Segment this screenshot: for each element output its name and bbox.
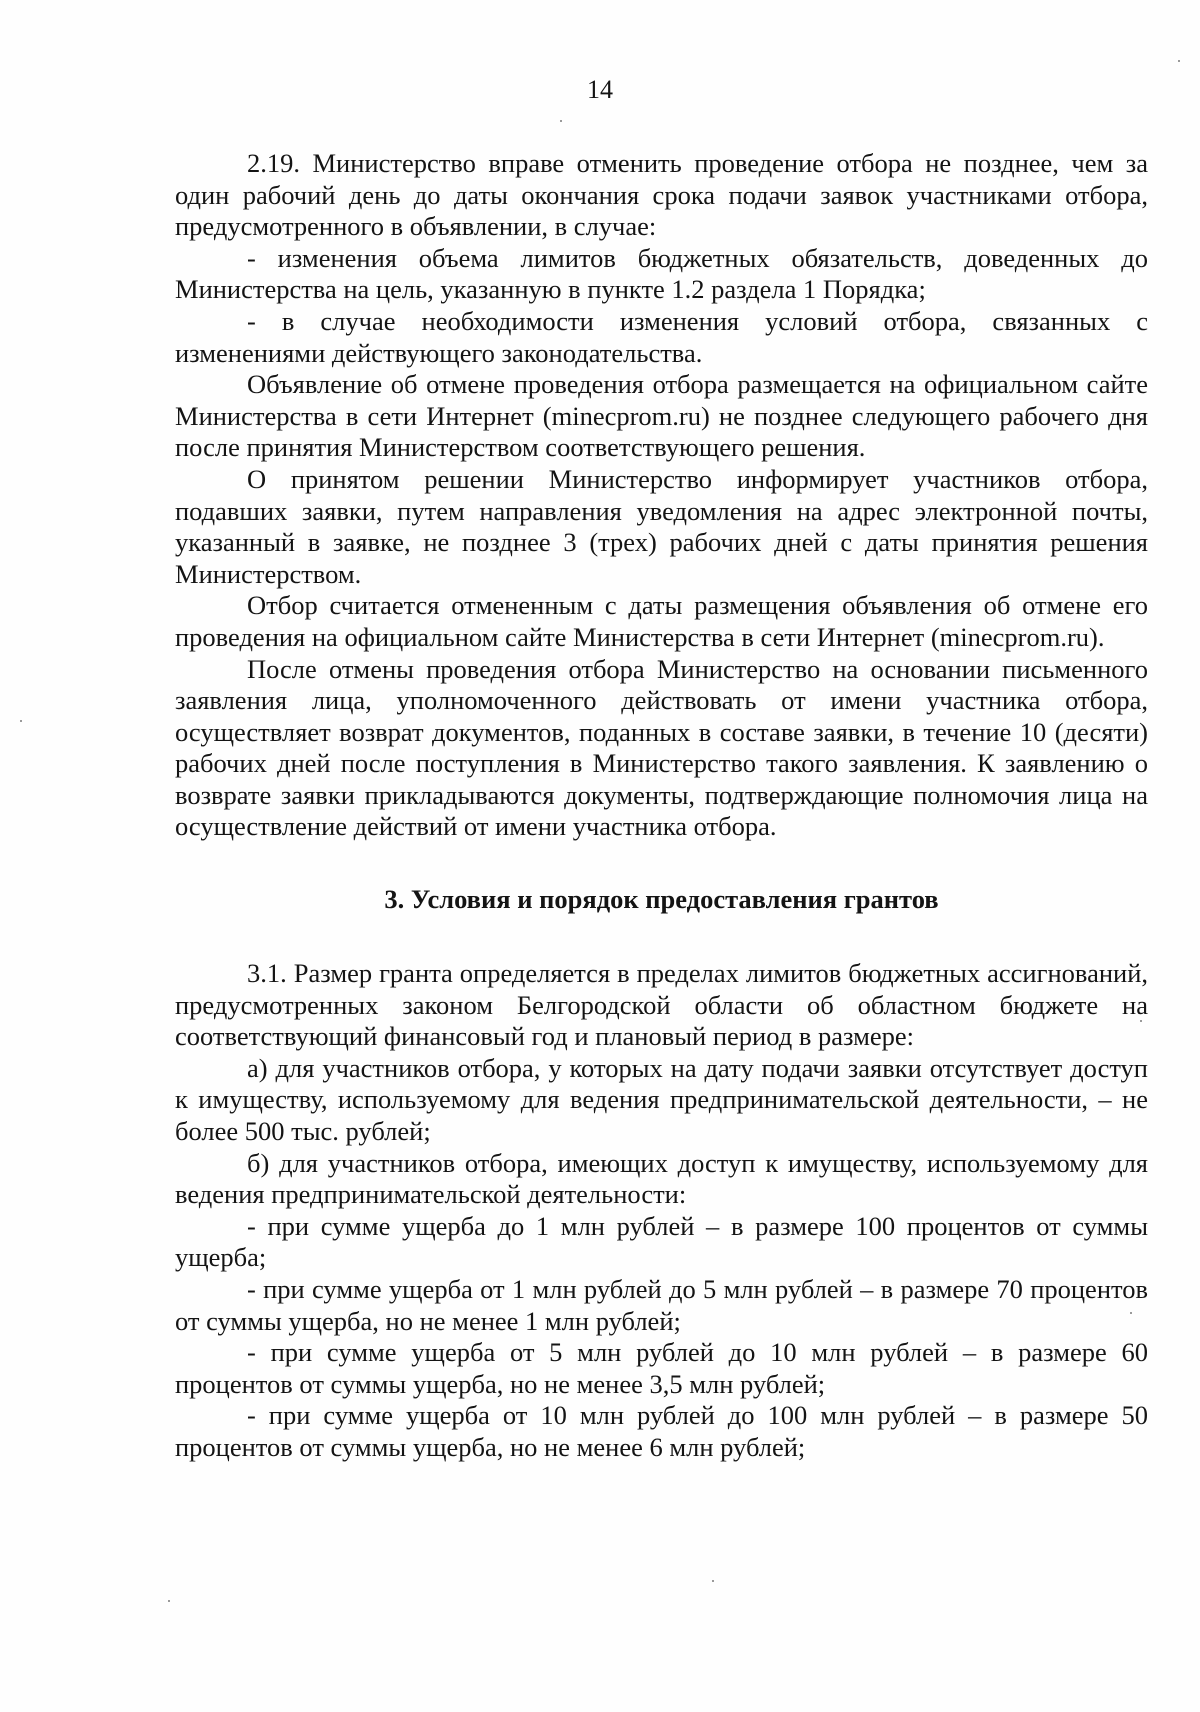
paragraph: - при сумме ущерба от 10 млн рублей до 100 млн рублей – в размере 50 процентов от суммы ущерба, но не менее 6 млн рублей;: [175, 1400, 1148, 1462]
scan-speck: [20, 720, 22, 722]
paragraph: После отмены проведения отбора Министерство на основании письменного заявления лица, уполномоченного действовать от имени участника отбора, осуществляет возврат документов, поданных в составе заявки, в течение 10 (десяти) рабочих дней после поступления в Министерство такого заявления. К заявлению о возврате заявки прикладываются документы, подтверждающие полномочия лица на осуществление действий от имени участника отбора.: [175, 653, 1148, 842]
paragraph: 2.19. Министерство вправе отменить проведение отбора не позднее, чем за один рабочий день до даты окончания срока подачи заявок участниками отбора, предусмотренного в объявлении, в случае:: [175, 148, 1148, 242]
section-heading: 3. Условия и порядок предоставления грантов: [384, 884, 939, 915]
paragraph: - при сумме ущерба до 1 млн рублей – в размере 100 процентов от суммы ущерба;: [175, 1210, 1148, 1273]
paragraph: - при сумме ущерба от 5 млн рублей до 10 млн рублей – в размере 60 процентов от суммы ущерба, но не менее 3,5 млн рублей;: [175, 1337, 1148, 1399]
document-body: [175, 148, 1148, 1464]
scan-speck: [1140, 1020, 1142, 1022]
scan-speck: [168, 1600, 170, 1602]
paragraph: Отбор считается отмененным с даты размещения объявления об отмене его проведения на официальном сайте Министерства в сети Интернет (minecprom.ru).: [175, 590, 1148, 652]
scan-speck: [712, 1580, 714, 1582]
paragraph: б) для участников отбора, имеющих доступ к имуществу, используемому для ведения предпринимательской деятельности:: [175, 1147, 1148, 1210]
scan-speck: [1130, 1312, 1132, 1314]
paragraph: 3.1. Размер гранта определяется в пределах лимитов бюджетных ассигнований, предусмотренных законом Белгородской области об областном бюджете на соответствующий финансовый год и плановый период в размере:: [175, 958, 1148, 1052]
paragraph: О принятом решении Министерство информирует участников отбора, подавших заявки, путем направления уведомления на адрес электронной почты, указанный в заявке, не позднее 3 (трех) рабочих дней с даты принятия решения Министерством.: [175, 463, 1148, 589]
scan-speck: [560, 120, 562, 122]
paragraph: - изменения объема лимитов бюджетных обязательств, доведенных до Министерства на цель, указанную в пункте 1.2 раздела 1 Порядка;: [175, 242, 1148, 305]
paragraph: Объявление об отмене проведения отбора размещается на официальном сайте Министерства в сети Интернет (minecprom.ru) не позднее следующего рабочего дня после принятия Министерством соответствующего решения.: [175, 369, 1148, 463]
paragraph: - в случае необходимости изменения условий отбора, связанных с изменениями действующего законодательства.: [175, 305, 1148, 368]
paragraph: а) для участников отбора, у которых на дату подачи заявки отсутствует доступ к имуществу, используемому для ведения предпринимательской деятельности, – не более 500 тыс. рублей;: [175, 1052, 1148, 1147]
paragraph: - при сумме ущерба от 1 млн рублей до 5 млн рублей – в размере 70 процентов от суммы ущерба, но не менее 1 млн рублей;: [175, 1274, 1148, 1336]
scan-speck: [1178, 60, 1180, 62]
page-number: 14: [587, 75, 613, 104]
